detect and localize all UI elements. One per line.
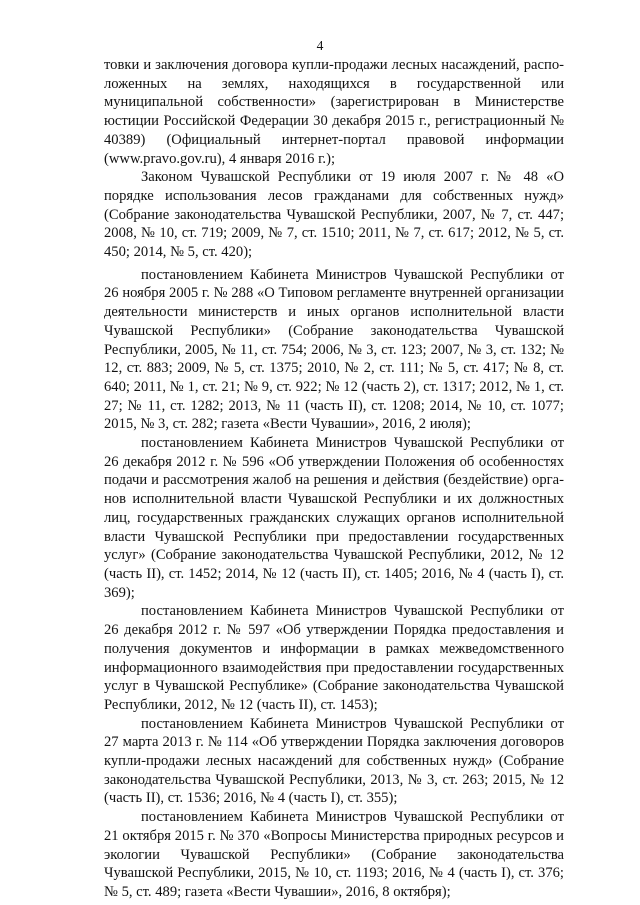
page-number: 4 (316, 38, 324, 53)
paragraph-resolution-597: постановлением Кабинета Министров Чувашской Республики от 26 декабря 2012 г. № 597 «Об утверждении Порядка предоставления и получения документов и информации в рамках межведомственного информационного взаимодействия при предоставлении государственных услуг в Чувашской Республике» (Собрание законодательства Чувашской Республики, 2012, № 12 (часть II), ст. 1453); (104, 603, 564, 713)
paragraph-resolution-288: постановлением Кабинета Министров Чувашской Республики от 26 ноября 2005 г. № 288 «О Типовом регламенте внутренней организации деятельности министерств и иных органов исполнительной власти Чувашской Республики» (Собрание законодательства Чувашской Республики, 2005, № 11, ст. 754; 2006, № 3, ст. 123; 2007, № 3, ст. 132; № 12, ст. 883; 2009, № 5, ст. 1375; 2010, № 2, ст. 111; № 5, ст. 417; № 8, ст. 640; 2011, № 1, ст. 21; № 9, ст. 922; № 12 (часть 2), ст. 1317; 2012, № 1, ст. 27; № 11, ст. 1282; 2013, № 11 (часть II), ст. 1208; 2014, № 10, ст. 1077; 2015, № 3, ст. 282; газета «Вести Чувашии», 2016, 2 июля); (104, 266, 564, 433)
document-body (104, 56, 564, 902)
paragraph-law-48: Законом Чувашской Республики от 19 июля 2007 г. № 48 «О порядке использования лесов гражданами для собственных нужд» (Собрание законодательства Чувашской Республики, 2007, № 7, ст. 447; 2008, № 10, ст. 719; 2009, № 7, ст. 1510; 2011, № 7, ст. 617; 2012, № 5, ст. 450; 2014, № 5, ст. 420); (104, 169, 564, 261)
paragraph-resolution-596: постановлением Кабинета Министров Чувашской Республики от 26 декабря 2012 г. № 596 «Об утверждении Положения об особенностях подачи и рассмотрения жалоб на решения и действия (бездействие) органов исполнительной власти Чувашской Республики и их должностных лиц, государственных гражданских служащих органов исполнительной власти Чувашской Республики при предоставлении государственных услуг» (Собрание законодательства Чувашской Республики, 2012, № 12 (часть II), ст. 1452; 2014, № 12 (часть II), ст. 1405; 2016, № 4 (часть I), ст. 369); (104, 435, 564, 601)
paragraph-resolution-114: постановлением Кабинета Министров Чувашской Республики от 27 марта 2013 г. № 114 «Об утверждении Порядка заключения договоров купли-продажи лесных насаждений для собственных нужд» (Собрание законодательства Чувашской Республики, 2013, № 3, ст. 263; 2015, № 12 (часть II), ст. 1536; 2016, № 4 (часть I), ст. 355); (104, 715, 564, 807)
paragraph-continuation: товки и заключения договора купли-продажи лесных насаждений, расположенных на землях, находящихся в государственной или муниципальной собственности» (зарегистрирован в Министерстве юстиции Российской Федерации 30 декабря 2015 г., регистрационный № 40389) (Официальный интернет-портал правовой информации (www.pravo.gov.ru), 4 января 2016 г.); (104, 57, 564, 167)
paragraph-resolution-370: постановлением Кабинета Министров Чувашской Республики от 21 октября 2015 г. № 370 «Вопросы Министерства природных ресурсов и экологии Чувашской Республики» (Собрание законодательства Чувашской Республики, 2015, № 10, ст. 1193; 2016, № 4 (часть I), ст. 376; № 5, ст. 489; газета «Вести Чувашии», 2016, 8 октября); (104, 809, 564, 900)
